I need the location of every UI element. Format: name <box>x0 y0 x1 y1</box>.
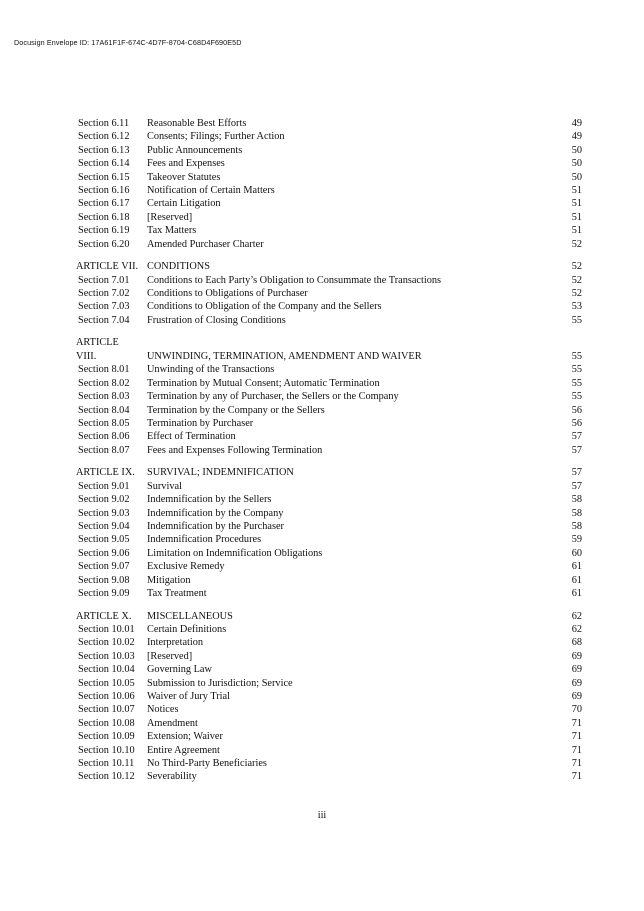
section-title: Conditions to Obligations of Purchaser <box>147 288 308 300</box>
section-number: Section 9.07 <box>78 561 130 573</box>
page-reference: 57 <box>571 467 582 479</box>
section-title: Survival <box>147 480 182 492</box>
section-number: Section 7.04 <box>78 314 130 326</box>
page-reference: 55 <box>571 391 582 403</box>
page-number: iii <box>317 810 327 821</box>
section-title: Waiver of Jury Trial <box>147 691 230 702</box>
page-reference: 69 <box>571 677 582 689</box>
toc-section-row <box>78 587 582 600</box>
toc-section-row <box>78 184 582 197</box>
section-number: Section 9.01 <box>78 480 130 492</box>
page-reference: 69 <box>571 691 582 702</box>
section-number: Section 6.17 <box>78 198 130 210</box>
section-number: Section 8.02 <box>78 377 130 389</box>
section-number: Section 10.03 <box>78 650 135 662</box>
section-number: Section 6.12 <box>78 131 130 143</box>
page-reference: 62 <box>571 623 582 635</box>
section-title: Termination by any of Purchaser, the Sellers or the Company <box>147 391 399 403</box>
section-number: Section 8.07 <box>78 444 130 456</box>
toc-spacer <box>78 251 582 260</box>
toc-section-row <box>78 677 582 690</box>
toc-section-row <box>78 623 582 636</box>
section-number: Section 8.01 <box>78 364 130 376</box>
section-title: Amendment <box>147 717 198 729</box>
page-reference: 50 <box>571 158 582 170</box>
toc-section-row <box>78 757 582 770</box>
section-number: Section 8.05 <box>78 417 130 429</box>
section-number: Section 6.13 <box>78 144 130 156</box>
page-reference: 57 <box>571 431 582 443</box>
page-reference: 58 <box>571 520 582 532</box>
section-title: Interpretation <box>147 637 204 649</box>
section-number: Section 6.15 <box>78 171 130 183</box>
page-reference: 58 <box>571 494 582 506</box>
toc-section-row <box>78 130 582 143</box>
toc-section-row <box>78 480 582 493</box>
section-title: Entire Agreement <box>147 744 220 756</box>
page-reference: 49 <box>571 118 582 129</box>
section-number: Section 10.02 <box>78 637 135 649</box>
section-title: Effect of Termination <box>147 431 236 443</box>
article-title: SURVIVAL; INDEMNIFICATION <box>147 467 294 479</box>
section-title: Submission to Jurisdiction; Service <box>147 677 293 689</box>
section-title: Notification of Certain Matters <box>147 185 275 197</box>
toc-section-row <box>78 377 582 390</box>
section-title: Indemnification by the Company <box>147 507 284 519</box>
page-reference: 52 <box>571 261 582 273</box>
section-number: Section 9.04 <box>78 520 130 532</box>
section-number: Section 9.03 <box>78 507 130 519</box>
page-reference: 71 <box>571 771 582 783</box>
page-reference: 51 <box>571 211 582 223</box>
toc-section-row <box>78 650 582 663</box>
toc-spacer <box>78 457 582 466</box>
toc-section-row <box>78 547 582 560</box>
section-number: Section 6.20 <box>78 238 130 250</box>
page-reference: 50 <box>571 171 582 183</box>
toc-section-row <box>78 717 582 730</box>
toc-article-row <box>78 466 582 479</box>
toc-section-row <box>78 363 582 376</box>
section-title: Conditions to Obligation of the Company and the Sellers <box>147 301 382 313</box>
section-number: Section 10.08 <box>78 717 135 729</box>
page-reference: 71 <box>571 758 582 770</box>
page-reference: 53 <box>571 301 582 313</box>
section-number: Section 9.02 <box>78 494 130 506</box>
page-reference: 71 <box>571 744 582 756</box>
page-reference: 57 <box>571 480 582 492</box>
section-number: Section 9.09 <box>78 587 130 599</box>
section-number: Section 6.11 <box>78 118 130 129</box>
toc-section-row <box>78 238 582 251</box>
section-number: Section 8.04 <box>78 404 130 416</box>
toc-article-row <box>78 350 582 363</box>
page-reference: 59 <box>571 534 582 546</box>
section-number: Section 9.08 <box>78 574 130 586</box>
toc-section-row <box>78 197 582 210</box>
page-reference: 56 <box>571 417 582 429</box>
section-title: Unwinding of the Transactions <box>147 364 275 376</box>
toc-section-row <box>78 560 582 573</box>
section-title: Termination by Mutual Consent; Automatic Termination <box>147 377 380 389</box>
page-reference: 55 <box>571 350 582 362</box>
toc-section-row <box>78 444 582 457</box>
toc-section-row <box>78 636 582 649</box>
page-reference: 50 <box>571 144 582 156</box>
section-number: Section 9.06 <box>78 547 130 559</box>
page-reference: 56 <box>571 404 582 416</box>
docusign-envelope-id: Docusign Envelope ID: 17A61F1F-674C-4D7F-8704-C68D4F690E5D <box>14 38 242 47</box>
section-title: Termination by Purchaser <box>147 417 254 429</box>
toc-section-row <box>78 287 582 300</box>
section-title: Extension; Waiver <box>147 731 223 743</box>
section-title: [Reserved] <box>147 650 193 662</box>
section-number: Section 10.11 <box>78 758 135 770</box>
page-reference: 51 <box>571 198 582 210</box>
section-title: Certain Definitions <box>147 623 227 635</box>
section-number: Section 10.10 <box>78 744 135 756</box>
section-number: Section 7.01 <box>78 274 130 286</box>
section-title: Certain Litigation <box>147 198 221 210</box>
section-title: Consents; Filings; Further Action <box>147 131 285 143</box>
toc-section-row <box>78 574 582 587</box>
section-title: Amended Purchaser Charter <box>147 238 264 250</box>
toc-section-row <box>78 507 582 520</box>
toc-section-row <box>78 144 582 157</box>
page-reference: 61 <box>571 587 582 599</box>
table-of-contents <box>78 117 582 784</box>
toc-section-row <box>78 663 582 676</box>
section-title: [Reserved] <box>147 211 193 223</box>
section-title: Takeover Statutes <box>147 171 221 183</box>
toc-section-row <box>78 274 582 287</box>
page-reference: 58 <box>571 507 582 519</box>
section-number: Section 8.03 <box>78 391 130 403</box>
page-reference: 55 <box>571 314 582 326</box>
section-title: Severability <box>147 771 197 783</box>
toc-section-row <box>78 703 582 716</box>
page-reference: 55 <box>571 377 582 389</box>
page-reference: 69 <box>571 650 582 662</box>
article-number: ARTICLE <box>76 337 119 349</box>
page-reference: 68 <box>571 637 582 649</box>
section-title: Public Announcements <box>147 144 243 156</box>
page-reference: 49 <box>571 131 582 143</box>
section-title: Governing Law <box>147 664 212 676</box>
section-title: Frustration of Closing Conditions <box>147 314 286 326</box>
section-title: Conditions to Each Party’s Obligation to Consummate the Transactions <box>147 274 442 286</box>
page-reference: 60 <box>571 547 582 559</box>
toc-section-row <box>78 404 582 417</box>
section-title: Exclusive Remedy <box>147 561 225 573</box>
page-reference: 69 <box>571 664 582 676</box>
section-title: No Third-Party Beneficiaries <box>147 758 267 770</box>
section-number: Section 6.14 <box>78 158 130 170</box>
page-reference: 61 <box>571 561 582 573</box>
page-reference: 51 <box>571 225 582 237</box>
toc-section-row <box>78 390 582 403</box>
page-reference: 57 <box>571 444 582 456</box>
section-number: Section 10.12 <box>78 771 135 783</box>
section-title: Indemnification Procedures <box>147 534 262 546</box>
toc-section-row <box>78 690 582 703</box>
toc-article-row <box>78 336 582 349</box>
section-number: Section 10.04 <box>78 664 135 676</box>
section-number: Section 6.19 <box>78 225 130 237</box>
page-reference: 52 <box>571 274 582 286</box>
section-title: Reasonable Best Efforts <box>147 118 247 129</box>
article-number: ARTICLE VII. <box>76 261 139 273</box>
section-title: Tax Treatment <box>147 587 207 599</box>
page-reference: 70 <box>571 704 582 716</box>
section-title: Fees and Expenses <box>147 158 225 170</box>
page-reference: 62 <box>571 610 582 622</box>
section-number: Section 7.03 <box>78 301 130 313</box>
article-title: MISCELLANEOUS <box>147 610 233 622</box>
section-number: Section 10.05 <box>78 677 135 689</box>
page-reference: 71 <box>571 717 582 729</box>
toc-section-row <box>78 224 582 237</box>
section-number: Section 10.01 <box>78 623 135 635</box>
section-number: Section 6.18 <box>78 211 130 223</box>
section-title: Notices <box>147 704 179 716</box>
toc-section-row <box>78 117 582 130</box>
toc-section-row <box>78 533 582 546</box>
article-number: ARTICLE IX. <box>76 467 135 479</box>
toc-section-row <box>78 744 582 757</box>
section-title: Limitation on Indemnification Obligations <box>147 547 323 559</box>
toc-section-row <box>78 211 582 224</box>
section-number: Section 6.16 <box>78 185 130 197</box>
section-number: Section 10.07 <box>78 704 135 716</box>
article-number: VIII. <box>76 350 97 362</box>
toc-section-row <box>78 730 582 743</box>
page-reference: 52 <box>571 288 582 300</box>
section-title: Tax Matters <box>147 225 197 237</box>
article-title: UNWINDING, TERMINATION, AMENDMENT AND WAIVER <box>147 350 422 362</box>
section-number: Section 9.05 <box>78 534 130 546</box>
article-number: ARTICLE X. <box>76 610 132 622</box>
toc-spacer <box>78 600 582 609</box>
section-number: Section 8.06 <box>78 431 130 443</box>
section-number: Section 10.06 <box>78 691 135 702</box>
page-reference: 71 <box>571 731 582 743</box>
page-reference: 61 <box>571 574 582 586</box>
page-reference: 51 <box>571 185 582 197</box>
article-title: CONDITIONS <box>147 261 210 273</box>
toc-article-row <box>78 260 582 273</box>
toc-section-row <box>78 430 582 443</box>
toc-section-row <box>78 300 582 313</box>
section-title: Indemnification by the Purchaser <box>147 520 284 532</box>
page-reference: 52 <box>571 238 582 250</box>
toc-spacer <box>78 327 582 336</box>
toc-section-row <box>78 520 582 533</box>
toc-section-row <box>78 493 582 506</box>
section-title: Mitigation <box>147 574 191 586</box>
toc-article-row <box>78 610 582 623</box>
section-title: Fees and Expenses Following Termination <box>147 444 323 456</box>
section-title: Indemnification by the Sellers <box>147 494 272 506</box>
toc-section-row <box>78 314 582 327</box>
toc-section-row <box>78 417 582 430</box>
toc-section-row <box>78 171 582 184</box>
section-number: Section 10.09 <box>78 731 135 743</box>
toc-section-row <box>78 770 582 783</box>
page-reference: 55 <box>571 364 582 376</box>
section-title: Termination by the Company or the Sellers <box>147 404 325 416</box>
section-number: Section 7.02 <box>78 288 130 300</box>
toc-section-row <box>78 157 582 170</box>
